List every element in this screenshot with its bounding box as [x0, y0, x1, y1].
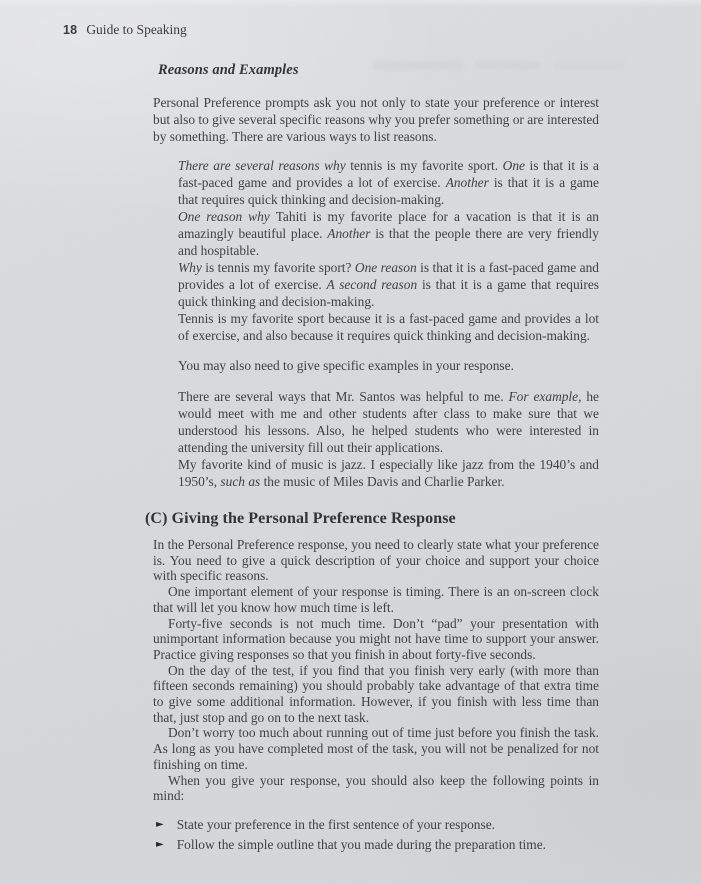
body-paragraph: In the Personal Preference response, you need to clearly state what your preference is. You need to give a quick description of your choice and support your choice with specific reasons. — [153, 537, 599, 584]
body-paragraph: One important element of your response is timing. There is an on-screen clock that will let you know how much time is left. — [153, 584, 599, 615]
page-body — [145, 62, 600, 854]
bullet-text: State your preference in the first sentence of your response. — [176, 816, 495, 832]
list-item — [156, 816, 599, 834]
example-paragraph: Tennis is my favorite sport because it is a fast-paced game and provides a lot of exercise, and also because it requires quick thinking and decision-making. — [178, 311, 599, 343]
book-title: Guide to Speaking — [86, 22, 187, 37]
note-paragraph: You may also need to give specific examples in your response. — [178, 358, 514, 373]
key-points-list — [153, 816, 599, 854]
body-paragraph: Don’t worry too much about running out of time just before you finish the task. As long as you have completed most of the task, you will not be penalized for not finishing on time. — [153, 725, 599, 772]
example-paragraph: My favorite kind of music is jazz. I especially like jazz from the 1940’s and 1950’s, such as the music of Miles Davis and Charlie Parker. — [178, 457, 599, 489]
example-paragraph: Why is tennis my favorite sport? One reason is that it is a fast-paced game and provides a lot of exercise. A second reason is that it is a game that requires quick thinking and decision-making. — [178, 260, 600, 309]
example-paragraph: One reason why Tahiti is my favorite place for a vacation is that it is an amazingly beautiful place. Another is that the people there are very friendly and hospitable. — [178, 209, 599, 258]
example-block — [178, 157, 599, 490]
body-paragraph: On the day of the test, if you find that you finish very early (with more than fifteen seconds remaining) you should probably take advantage of that extra time to give some additional information. However, if you finish with less time than that, just stop and go on to the next task. — [153, 662, 599, 725]
body-paragraph: Forty-five seconds is not much time. Don’t “pad” your presentation with unimportant information because you might not have time to support your answer. Practice giving responses so that you finish in about forty-five seconds. — [153, 615, 599, 662]
example-paragraph: There are several reasons why tennis is my favorite sport. One is that it is a fast-paced game and provides a lot of exercise. Another is that it is a game that requires quick thinking and decision-making. — [178, 158, 599, 207]
running-header — [63, 22, 187, 38]
section-heading: (C) Giving the Personal Preference Response — [145, 510, 456, 527]
page-number: 18 — [63, 23, 78, 37]
example-paragraph: There are several ways that Mr. Santos was helpful to me. For example, he would meet with me and other students after class to make sure that we understood his lessons. Also, he helped students who were interested in attending the university fill out their applications. — [178, 389, 599, 455]
body-paragraph: When you give your response, you should also keep the following points in mind: — [153, 772, 599, 804]
right-arrowhead-icon: ► — [156, 839, 164, 851]
subsection-heading: Reasons and Examples — [158, 62, 299, 78]
bullet-text: Follow the simple outline that you made during the preparation time. — [176, 837, 546, 853]
list-item — [156, 836, 599, 854]
right-arrowhead-icon: ► — [156, 818, 164, 830]
intro-paragraph: Personal Preference prompts ask you not only to state your preference or interest but also to give several specific reasons why you prefer something or are interested by something. There are various ways to list reasons. — [153, 95, 599, 144]
